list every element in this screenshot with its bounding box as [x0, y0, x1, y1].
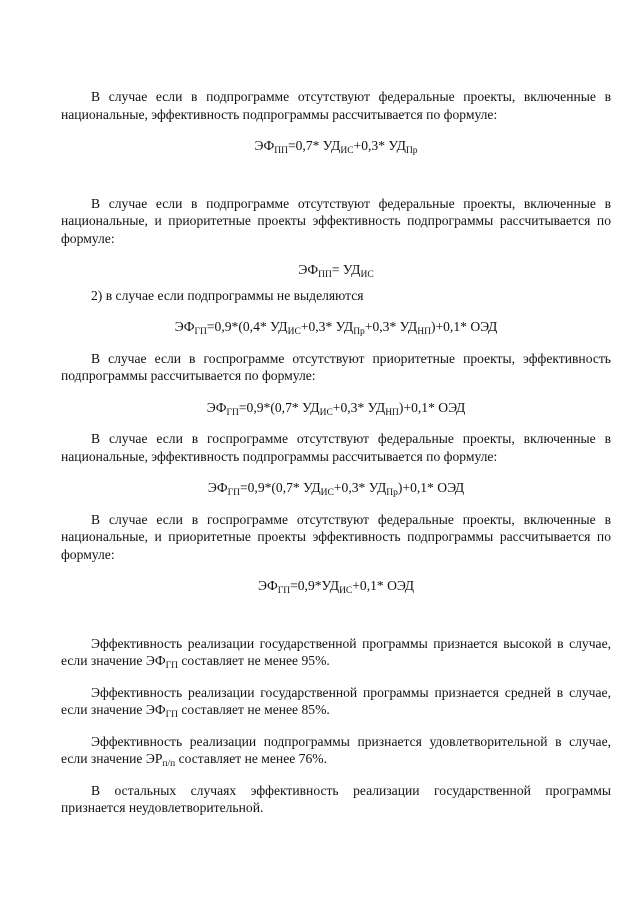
- paragraph-3: В случае если в госпрограмме отсутствуют приоритетные проекты, эффективность подпрограммы рассчитывается по формуле:: [61, 350, 611, 383]
- paragraph-4: В случае если в госпрограмме отсутствуют федеральные проекты, включенные в национальные, эффективность подпрограммы рассчитывается по формуле:: [61, 431, 611, 464]
- paragraph-1: В случае если в подпрограмме отсутствуют федеральные проекты, включенные в национальные, эффективность подпрограммы рассчитывается по формуле:: [61, 89, 611, 122]
- formula-1: $ЭФ_{ПП}=0,7*$ $УД_{ИС}+0,3*$ $УД_{Пр}$: [254, 138, 418, 156]
- formula-3: $ЭФ_{ГП}=0,9*(0,4*$ $УД_{ИС}+0,3*$ $УД_{Пр}+0,3*$ $УД_{НП})+0,1*$ ОЭД: [174, 319, 498, 337]
- formula-4: $ЭФ_{ГП}=0,9*(0,7*$ $УД_{ИС}+0,3*$ $УД_{НП})+0,1*$ ОЭД: [206, 399, 466, 418]
- paragraph-6: Эффективность реализации государственной программы признается высокой в случае, если значение $ЭФ_{ГП}$ составляет не менее 95%.: [61, 635, 611, 671]
- list-item-2: 2) в случае если подпрограммы не выделяются: [91, 287, 364, 303]
- paragraph-5: В случае если в госпрограмме отсутствуют федеральные проекты, включенные в национальные, и приоритетные проекты эффективность подпрограммы рассчитывается по формуле:: [61, 511, 611, 562]
- formula-2: $ЭФ_{ПП}= УД_{ИС}$: [298, 262, 374, 280]
- paragraph-9: В остальных случаях эффективность реализации государственной программы признается неудовлетворительной.: [61, 782, 611, 815]
- document-body: [61, 88, 611, 817]
- paragraph-2: В случае если в подпрограмме отсутствуют федеральные проекты, включенные в национальные, и приоритетные проекты эффективность подпрограммы рассчитывается по формуле:: [61, 195, 611, 246]
- formula-6: $ЭФ_{ГП}=0,9*УД_{ИС}+0,1*$ ОЭД: [257, 578, 415, 596]
- paragraph-7: Эффективность реализации государственной программы признается средней в случае, если значение $ЭФ_{ГП}$ составляет не менее 85%.: [61, 684, 611, 720]
- paragraph-8: Эффективность реализации подпрограммы признается удовлетворительной в случае, если значение $ЭР_{п/п}$ составляет не менее 76%.: [61, 733, 611, 769]
- formula-5: $ЭФ_{ГП}=0,9*(0,7*$ $УД_{ИС}+0,3*$ $УД_{Пр})+0,1*$ ОЭД: [207, 480, 465, 498]
